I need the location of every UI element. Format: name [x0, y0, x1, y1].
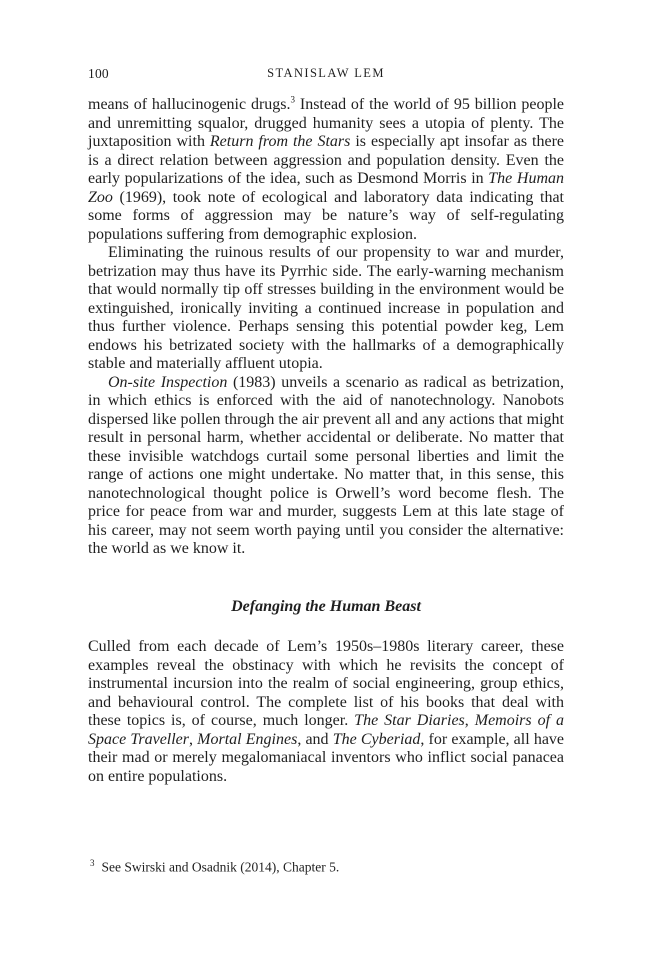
- book-title-return-from-the-stars: Return from the Stars: [209, 133, 351, 150]
- p4-text-i: , for example, all have their mad or merely megalomaniacal inventors who inflict social panacea on entire populations.: [88, 730, 565, 785]
- p1-text-b: Instead of the world of 95 billion people and unremitting squalor, drugged humanity sees a utopia of plenty. The juxtaposition with: [88, 96, 564, 150]
- book-title-on-site-inspection: On-site Inspection: [108, 373, 228, 391]
- footnote: [88, 858, 564, 876]
- p1-text-d: is especially apt insofar as there is a direct relation between aggression and population density. Even the early popularizations of the idea, such as Desmond Morris in: [88, 133, 565, 187]
- p2-text: Eliminating the ruinous results of our propensity to war and murder, betrization may thus have its Pyrrhic side. The early-warning mechanism that would normally tip off stresses building in the environment would be extinguished, ironically inviting a continued increase in population and thus further violence. Perhaps sensing this potential powder keg, Lem endows his betrizated society with the hallmarks of a demographically stable and materially affluent utopia.: [88, 244, 564, 372]
- book-title-the-cyberiad: The Cyberiad: [332, 730, 421, 748]
- footnote-text: See Swirski and Osadnik (2014), Chapter 5.: [101, 859, 340, 875]
- p4-text-g: , and: [297, 730, 333, 748]
- section-heading: Defanging the Human Beast: [231, 597, 421, 615]
- book-page: [88, 0, 564, 975]
- p4-text-c: ,: [464, 712, 475, 729]
- page-header: [88, 66, 564, 86]
- book-title-the-star-diaries: The Star Diaries: [354, 712, 465, 729]
- paragraph-1: [88, 96, 564, 244]
- book-title-mortal-engines: Mortal Engines: [197, 730, 298, 748]
- p4-text-a: Culled from each decade of Lem’s 1950s–1980s literary career, these examples reveal the obstinacy with which he revisits the concept of instrumental incursion into the realm of social engineering, group ethics, and behavioural control. The complete list of his books that deal with these topics is, of course, much longer.: [88, 638, 564, 729]
- body-text: [88, 96, 564, 786]
- paragraph-3: [88, 374, 564, 559]
- p1-text-a: means of hallucinogenic drugs.: [88, 96, 291, 113]
- page-number: 100: [88, 66, 109, 81]
- footnote-ref: 3: [290, 94, 296, 105]
- footnote-mark: 3: [90, 858, 95, 868]
- p3-text-b: (1983) unveils a scenario as radical as betrization, in which ethics is enforced with the aid of nanotechnology. Nanobots dispersed like pollen through the air prevent all and any actions that might result in personal harm, whether accidental or deliberate. No matter that these invisible watchdogs curtail some personal liberties and limit the range of actions one might undertake. No matter that, in this sense, this nanotechnological thought police is Orwell’s word become flesh. The price for peace from war and murder, suggests Lem at this late stage of his career, may not seem worth paying until you consider the alternative: the world as we know it.: [88, 373, 565, 557]
- p4-text-e: ,: [189, 730, 198, 748]
- paragraph-4: [88, 638, 564, 786]
- book-title-the-human-zoo: The Human Zoo: [88, 170, 565, 206]
- p1-text-f: (1969), took note of ecological and laboratory data indicating that some forms of aggression may be nature’s way of self-regulating populations suffering from demographic explosion.: [88, 188, 564, 243]
- book-title-memoirs-of-a-space-traveller: Memoirs of a Space Traveller: [88, 712, 565, 748]
- paragraph-2: [88, 244, 564, 374]
- running-head: STANISLAW LEM: [267, 66, 385, 80]
